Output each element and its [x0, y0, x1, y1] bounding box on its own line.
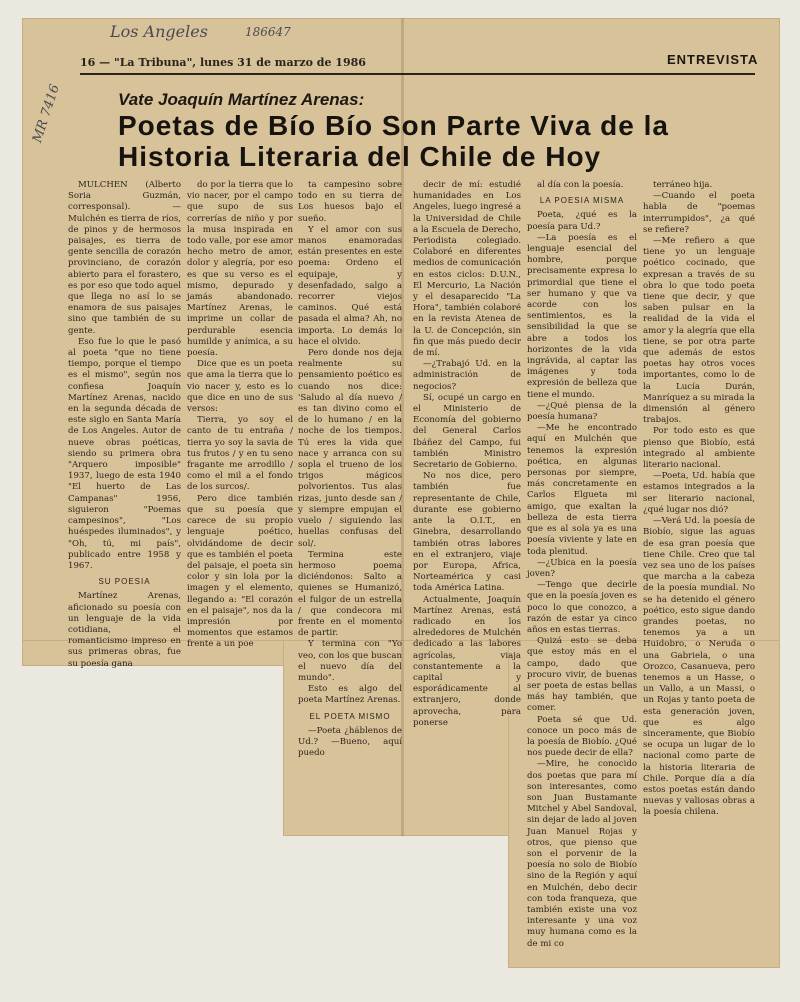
- paragraph: —Cuando el poeta habla de "poemas interrumpidos", ¿a qué se refiere?: [643, 191, 755, 235]
- subheading: SU POESIA: [98, 577, 151, 587]
- paragraph: Poeta sé que Ud. conoce un poco más de la poesía de Biobío. ¿Qué nos puede decir de ella?: [527, 714, 637, 759]
- paragraph: Esto es algo del poeta Martínez Arenas.: [298, 684, 402, 706]
- column-4: [413, 180, 521, 728]
- paragraph: Actualmente, Joaquín Martínez Arenas, está radicado en los alrededores de Mulchén dedicado a las labores agrícolas, viaja constantemente a la capital y esporádicamente al extranjero, donde aprovecha, para ponerse: [413, 594, 521, 728]
- paragraph: ta campesino sobre todo en su tierra de Los huesos bajo el sueño.: [298, 180, 402, 224]
- headline: Poetas de Bío Bío Son Parte Viva de la Historia Literaria del Chile de Hoy: [118, 110, 669, 172]
- paragraph: al día con la poesía.: [537, 180, 624, 190]
- paragraph: —Verá Ud. la poesía de Biobío, sigue las aguas de esa gran poesía que tiene Chile. Creo que tal vez sea uno de los países que marcha a la cabeza de la poesía mundial. No se ha detenido el género poético, esto sigue dando grandes poetas, no tenemos ya a un Huidobro, o Neruda o una Gabriela, o una Orozco, Casanueva, pero tenemos a un Hasse, o un Vallo, a un Massi, o un Rojas y tanto poeta de esta generación joven, que es algo sinceramente, que Biobío se ocupa un lugar de lo nacional como parte de la historia literaria de Chile. Porque día a día estos poetas están dando nuevas y valiosas obras a la poesía chilena.: [643, 516, 755, 818]
- handwritten-annotation: Los Angeles: [110, 22, 208, 41]
- paragraph: —La poesía es el lenguaje esencial del hombre, porque precisamente expresa lo primordial que tiene el ser humano y que va acorde con los sentimientos, es la sensibilidad la que se abre a todos los horizontes de la vida ingrávida, al captar las imágenes y toda expresión de belleza que tiene el mundo.: [527, 232, 637, 400]
- paragraph: Pero dice también que su poesía que carece de su propio lenguaje poético, olvidándome de decir que es también el poeta del paisaje, el poeta sin color y sin lola por la imagen y el elemento, llegando a: "El corazón en el paisaje", nos da la impresión por momentos que estamos frente a un poe: [187, 493, 293, 650]
- kicker: Vate Joaquín Martínez Arenas:: [118, 90, 365, 109]
- dateline: 16 — "La Tribuna", lunes 31 de marzo de 1986: [80, 56, 366, 69]
- paragraph: —Poeta ¿háblenos de Ud.? —Bueno, aquí puedo: [298, 725, 402, 759]
- paragraph: —Mire, he conocido dos poetas que para mí son interesantes, como son Juan Bustamante Mitchel y Abel Sandoval, sin dejar de lado al joven Juan Manuel Rojas y otros, que pienso que son el porvenir de la poesía no solo de Biobío sino de la Región y aquí en Mulchén, debo decir con toda franqueza, que también existe una voz interesante y una voz muy humana como es la de mi co: [527, 759, 637, 949]
- subheading: EL POETA MISMO: [309, 711, 391, 721]
- paragraph: No nos dice, pero también fue representante de Chile, durante ese gobierno ante la O.I.T., en Ginebra, desarrollando también otras labores en el extranjero, viaje por Europa, Africa, Norteamérica y casi toda América Latina.: [413, 471, 521, 594]
- paragraph: —Poeta, Ud. había que estamos integrados a la ser literario nacional, ¿qué lugar nos dió?: [643, 471, 755, 515]
- column-6: [643, 180, 755, 818]
- paragraph: Tierra, yo soy el canto de tu entraña / tierra yo soy la savia de tus frutos / y en tu seno fragante me arrodillo / como el mil a el fondo de los surcos/.: [187, 415, 293, 493]
- paragraph: MULCHEN (Alberto Soria Guzmán, corresponsal). — Mulchén es tierra de ríos, de pinos y de hermosos paisajes, es tierra de gente sencilla de corazón provinciano, de corazón abierto para el forastero, es por eso que todo aquel que llega no así lo se enamora de sus paisajes sino que también de su gente.: [68, 180, 181, 336]
- paragraph: Y termina con "Yo veo, con los que buscan el nuevo día del mundo".: [298, 639, 402, 683]
- handwritten-side-note: MR 7416: [30, 82, 63, 145]
- column-2: [187, 180, 293, 660]
- paragraph: —¿Trabajó Ud. en la administración de negocios?: [413, 359, 521, 392]
- handwritten-number: 186647: [245, 25, 291, 39]
- section-label: ENTREVISTA: [667, 52, 759, 67]
- paragraph: Martínez Arenas, aficionado su poesía con un lenguaje de la vida cotidiana, el romanticismo impreso en sus primeras obras, fue su poesía gana: [68, 591, 181, 669]
- paragraph: Eso fue lo que le pasó al poeta "que no tiene tiempo, porque el tiempo es el mismo", según nos confiesa Joaquín Martínez Arenas, nacido en la segunda década de este siglo en Santa María de Los Angeles. Autor de nueve obras poéticas, siendo su primera obra "Arquero imposible" 1937, luego de esta 1940 "El huerto de Las Campanas" 1956, siguieron "Poemas campesinos", "Los huéspedes iluminados", y "Oh, tú, mi país", publicado entre 1958 y 1967.: [68, 336, 181, 571]
- column-3: [298, 180, 402, 759]
- subheading: LA POESIA MISMA: [539, 196, 625, 206]
- column-5: [527, 180, 637, 960]
- paragraph: decir de mí: estudié humanidades en Los Angeles, luego ingresé a la Universidad de Chile a la Escuela de Derecho, Periodista colegiado. Colaboré en diferentes medios de comunicación en estos ciclos: D.U.N., El Mercurio, La Nación y el desaparecido "La Hora", también colaboré en la revista Atenea de la U. de Concepción, sin fin que más puedo decir de mí.: [413, 180, 521, 359]
- column-1: [68, 180, 181, 669]
- paragraph: Y el amor con sus manos enamoradas están presentes en este poema: Ordeno el equipaje, y desenfadado, salgo a recorrer viejos caminos. Qué está pasada el alma? Ah, no importa. Lo demás lo hace el olvido.: [298, 224, 402, 347]
- paragraph: —¿Qué piensa de la poesía humana?: [527, 400, 637, 423]
- paragraph: Pero donde nos deja realmente su pensamiento poético es cuando nos dice: 'Saludo al día nuevo / es tan divino como el de lo humano / en la noche de los tiempos. Tú eres la vida que nace y arranca con su sopla el trueno de los trigos mágicos polvorientos. Tus alas rizas, junto desde san / y siempre empujan el vuelo / siguiendo las huellas confusas del sol/.: [298, 348, 402, 549]
- paragraph: Termina este hermoso poema diciéndonos: Salto a quienes se Humanizó, el fulgor de un estrella / que condecora mi frente en el momento de partir.: [298, 549, 402, 639]
- paragraph: Sí, ocupé un cargo en el Ministerio de Economía del gobierno del General Carlos Ibáñez del Campo, fui también Ministro Secretario de Gobierno.: [413, 392, 521, 471]
- paragraph: do por la tierra que lo vio nacer, por el campo que supo de sus correrías de niño y por la musa inspirada en todo valle, por ese amor hecho metro de amor, dolor y alegría, por eso es que su verso es el mismo, depurado y jamás abandonado. Martínez Arenas, le imprime un collar de perdurable esencia humilde y anímica, a su poesía.: [187, 180, 293, 359]
- paragraph: —Tengo que decirle que en la poesía joven es poco lo que conozco, a razón de estar ya cinco años en estas tierras.: [527, 580, 637, 635]
- paragraph: —¿Ubica en la poesía joven?: [527, 557, 637, 579]
- paragraph: Poeta, ¿qué es la poesía para Ud.?: [527, 210, 637, 232]
- paragraph: Quizá esto se deba que estoy más en el campo, dado que procuro vivir, de buenas ser poeta de estas bellas más hay también, que comer.: [527, 636, 637, 714]
- paragraph: Dice que es un poeta que ama la tierra que lo vio nacer y, esto es lo que dice en uno de sus versos:: [187, 359, 293, 415]
- paragraph: —Me refiero a que tiene yo un lenguaje poético cocinado, que expresan a través de su obra lo que todo poeta tiene que decir, y que saben pulsar en la realidad de la vida el amor y la alegría que ella tiene, se por otra parte que además de estos poetas hay otros voces importantes, como lo de la Lucía Durán, Manríquez a su mirada la dimensión al género trabajos.: [643, 236, 755, 426]
- paragraph: terráneo hija.: [653, 180, 713, 190]
- paragraph: Por todo esto es que pienso que Biobío, está integrado al ambiente literario nacional.: [643, 426, 755, 471]
- paragraph: —Me he encontrado aquí en Mulchén que tenemos la expresión poética, en algunas personas por siempre, más concretamente en Carlos Elgueta mi amigo, que exaltan la belleza de esta tierra que es al sola ya es una poesía viviente y late en toda plenitud.: [527, 423, 637, 557]
- header-rule: [80, 73, 755, 75]
